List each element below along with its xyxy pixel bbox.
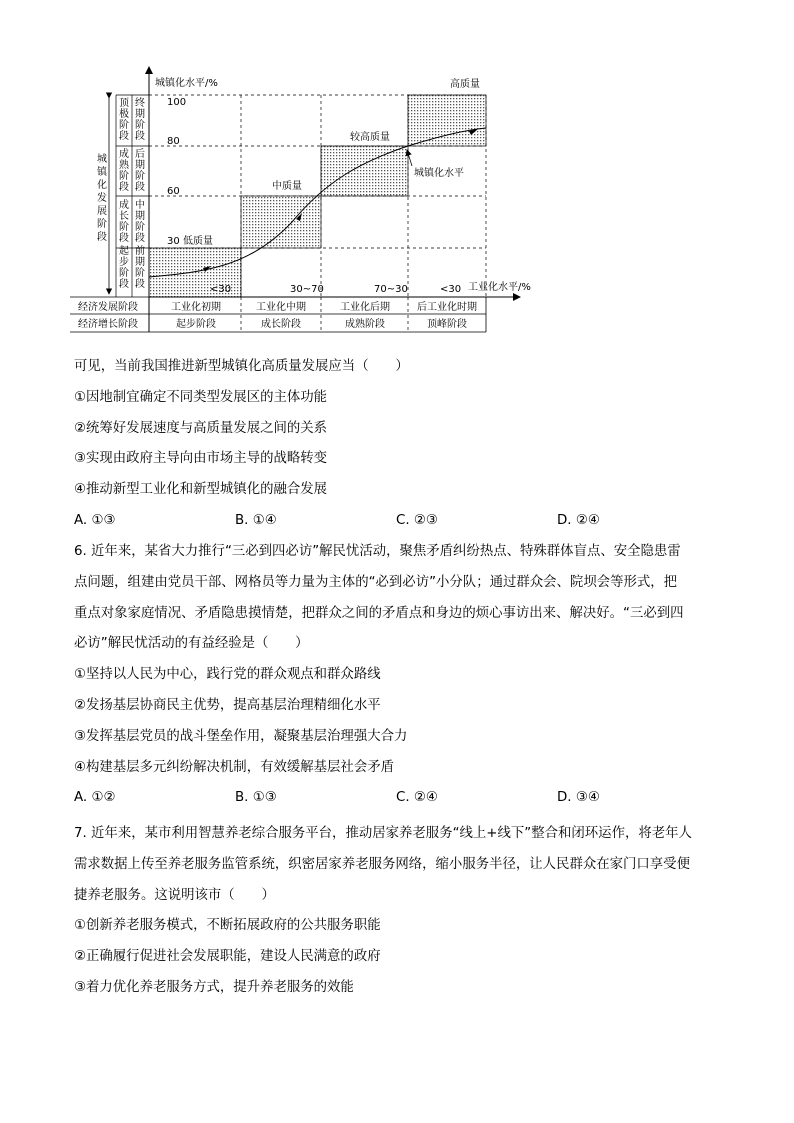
question-5-item-4: ④推动新型工业化和新型城镇化的融合发展: [74, 482, 328, 498]
question-6-line-3: 重点对象家庭情况、矛盾隐患摸情楚，把群众之间的矛盾点和身边的烦心事访出来、解决好。“三必到四: [74, 605, 684, 621]
urbanization-stage-diagram: [60, 62, 550, 340]
question-6-options: [74, 783, 734, 814]
table-cell: 成长阶段: [261, 319, 301, 330]
table-cell: 工业化初期: [171, 302, 221, 313]
table-cell: 起步阶段: [176, 319, 216, 330]
x-axis-title: 工业化水平/%: [468, 282, 531, 293]
question-6: [74, 537, 734, 814]
inner-stage-label: 段: [135, 279, 145, 290]
question-7-item-1: ①创新养老服务模式，不断拓展政府的公共服务职能: [74, 918, 381, 934]
option-b[interactable]: B. ①④: [235, 512, 277, 528]
outer-stage-label: 长: [119, 211, 129, 222]
question-7: [74, 819, 734, 1004]
outer-stage-label: 成: [119, 200, 129, 211]
outer-stage-label: 起: [119, 246, 129, 257]
inner-stage-label: 后: [135, 149, 145, 160]
option-c[interactable]: C. ②④: [396, 790, 438, 806]
option-a[interactable]: A. ①③: [74, 512, 116, 528]
option-d[interactable]: D. ②④: [557, 512, 600, 528]
question-6-item-4: ④构建基层多元纠纷解决机制，有效缓解基层社会矛盾: [74, 759, 394, 775]
table-cell: 后工业化时期: [417, 302, 477, 313]
outer-stage-label: 极: [119, 109, 129, 120]
inner-stage-label: 段: [135, 182, 145, 193]
left-group-label: 镇: [97, 167, 107, 178]
question-5-options: [74, 506, 734, 537]
left-group-label: 化: [97, 180, 107, 191]
question-7-item-2: ②正确履行促进社会发展职能，建设人民满意的政府: [74, 949, 381, 965]
left-group-label: 发: [97, 193, 107, 204]
question-6-item-3: ③发挥基层党员的战斗堡垒作用，凝聚基层治理强大合力: [74, 728, 408, 744]
inner-stage-label: 阶: [135, 171, 145, 182]
inner-stage-label: 期: [135, 257, 145, 268]
x-tick-label: 30~70: [290, 284, 324, 295]
table-cell: 工业化后期: [340, 302, 390, 313]
x-tick-label: <30: [440, 284, 462, 295]
question-5-item-1: ①因地制宜确定不同类型发展区的主体功能: [74, 389, 328, 405]
table-row-label: 经济发展阶段: [78, 302, 138, 313]
question-6-line-2: 点问题，组建由党员干部、网格员等力量为主体的“必到必访”小分队；通过群众会、院坝会等形式，把: [74, 574, 678, 590]
quality-label: 较高质量: [350, 132, 390, 143]
question-5-item-3: ③实现由政府主导向由市场主导的战略转变: [74, 451, 328, 467]
y-tick-label: 30: [167, 236, 180, 247]
question-7-item-3: ③着力优化养老服务方式，提升养老服务的效能: [74, 979, 354, 995]
inner-stage-label: 段: [135, 131, 145, 142]
question-7-line-1: 7. 近年来，某市利用智慧养老综合服务平台，推动居家养老服务“线上+线下”整合和闭环运作，将老年人: [74, 826, 692, 841]
left-group-label: 展: [97, 206, 107, 217]
high-quality-block: [408, 95, 486, 146]
outer-stage-label: 段: [119, 131, 129, 142]
outer-stage-label: 熟: [119, 160, 129, 171]
quality-label: 中质量: [272, 181, 302, 192]
option-b[interactable]: B. ①③: [235, 790, 277, 806]
higher-quality-block: [321, 146, 408, 196]
table-row-label: 经济增长阶段: [78, 319, 138, 330]
outer-stage-label: 成: [119, 149, 129, 160]
inner-stage-label: 阶: [135, 268, 145, 279]
outer-stage-label: 阶: [119, 268, 129, 279]
x-tick-label: <30: [210, 284, 232, 295]
question-5: [74, 352, 734, 537]
outer-stage-label: 段: [119, 182, 129, 193]
inner-stage-label: 阶: [135, 120, 145, 131]
question-5-item-2: ②统筹好发展速度与高质量发展之间的关系: [74, 420, 328, 436]
inner-stage-label: 前: [135, 246, 145, 257]
table-cell: 工业化中期: [256, 302, 306, 313]
question-6-line-4: 必访”解民忧活动的有益经验是（ ）: [74, 636, 309, 652]
option-a[interactable]: A. ①②: [74, 790, 116, 806]
y-tick-label: 100: [167, 97, 187, 108]
inner-stage-label: 终: [135, 98, 145, 109]
inner-stage-label: 中: [135, 200, 145, 211]
left-group-label: 阶: [97, 219, 107, 230]
outer-stage-label: 阶: [119, 120, 129, 131]
option-d[interactable]: D. ③④: [557, 790, 600, 806]
question-7-line-2: 需求数据上传至养老服务监管系统，织密居家养老服务网络，缩小服务半径，让人民群众在家门口享受便: [74, 856, 690, 872]
inner-stage-label: 段: [135, 233, 145, 244]
option-c[interactable]: C. ②③: [396, 512, 438, 528]
inner-stage-label: 阶: [135, 222, 145, 233]
left-group-label: 城: [97, 154, 107, 165]
inner-stage-label: 期: [135, 211, 145, 222]
outer-stage-label: 顶: [119, 98, 129, 109]
question-7-line-3: 捷养老服务。这说明该市（ ）: [74, 887, 275, 903]
quality-label: 高质量: [450, 79, 480, 90]
inner-stage-label: 期: [135, 109, 145, 120]
left-group-label: 段: [97, 232, 107, 243]
inner-stage-label: 期: [135, 160, 145, 171]
question-6-item-1: ①坚持以人民为中心，践行党的群众观点和群众路线: [74, 667, 381, 683]
curve-label: 城镇化水平: [414, 168, 464, 179]
question-5-stem: 可见，当前我国推进新型城镇化高质量发展应当（ ）: [74, 359, 409, 374]
table-cell: 顶峰阶段: [427, 319, 467, 330]
question-6-item-2: ②发扬基层协商民主优势，提高基层治理精细化水平: [74, 697, 381, 713]
y-axis-title: 城镇化水平/%: [155, 78, 218, 89]
outer-stage-label: 阶: [119, 171, 129, 182]
outer-stage-label: 步: [119, 257, 129, 268]
y-tick-label: 80: [167, 136, 180, 147]
question-6-line-1: 6. 近年来，某省大力推行“三必到四必访”解民忧活动，聚焦矛盾纠纷热点、特殊群体盲点、安全隐患雷: [74, 544, 681, 559]
y-tick-label: 60: [167, 186, 180, 197]
outer-stage-label: 阶: [119, 222, 129, 233]
x-tick-label: 70~30: [374, 284, 408, 295]
outer-stage-label: 段: [119, 233, 129, 244]
outer-stage-label: 段: [119, 279, 129, 290]
table-cell: 成熟阶段: [345, 319, 385, 330]
quality-label: 低质量: [183, 236, 213, 247]
